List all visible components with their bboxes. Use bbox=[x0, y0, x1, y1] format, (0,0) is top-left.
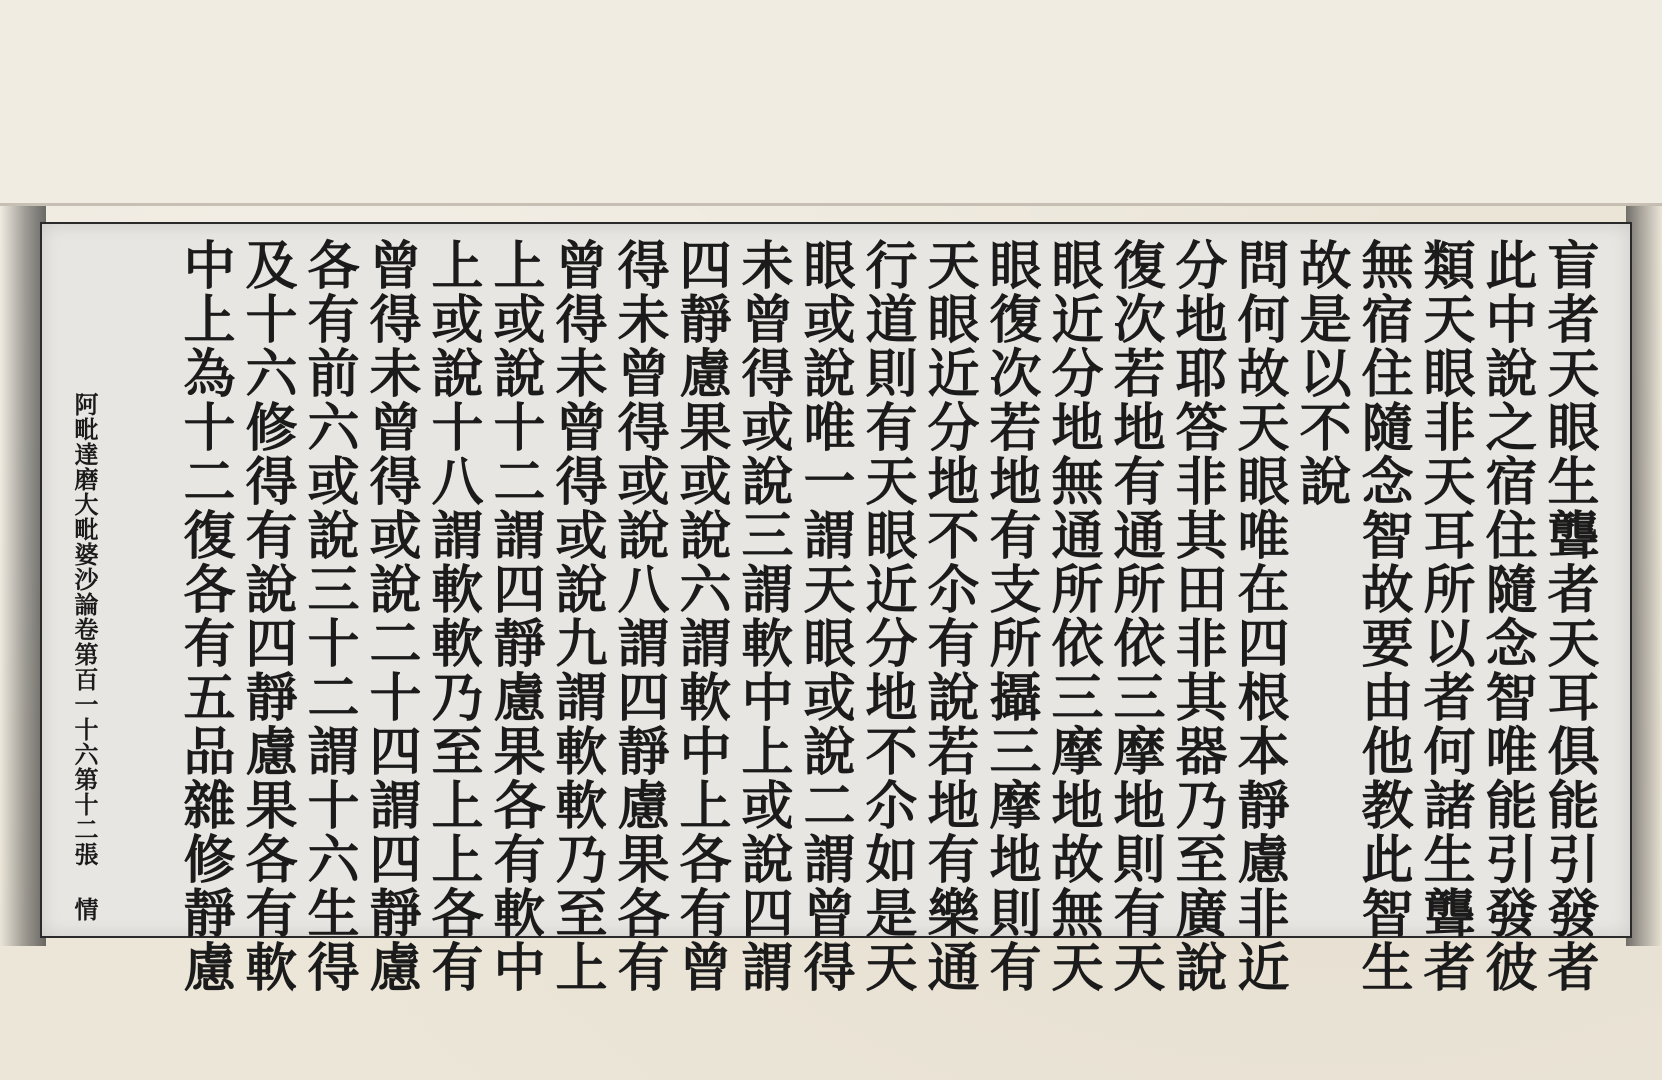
text-column: 此中說之宿住隨念智唯能引發彼 bbox=[1476, 238, 1537, 994]
text-column: 上或說十八謂軟軟乃至上上各有 bbox=[422, 238, 483, 994]
text-column: 上或說十二謂四靜慮果各有軟中 bbox=[484, 238, 545, 994]
block-footer-label: 阿毗達磨大毗婆沙論卷第百一十六第十二張 情 bbox=[70, 392, 99, 922]
text-column: 無宿住隨念智故要由他教此智生 bbox=[1352, 238, 1413, 994]
text-column: 四靜慮果或說六謂軟中上各有曾 bbox=[670, 238, 731, 994]
text-column: 類天眼非天耳所以者何諸生聾者 bbox=[1414, 238, 1475, 994]
text-column: 故是以不說 bbox=[1290, 238, 1351, 508]
text-column: 眼近分地無通所依三摩地故無天 bbox=[1042, 238, 1103, 994]
upper-blank-sheet bbox=[0, 0, 1662, 205]
text-column: 及十六修得有說四靜慮果各有軟 bbox=[236, 238, 297, 994]
text-column: 天眼近分地不尒有說若地有樂通 bbox=[918, 238, 979, 994]
text-column: 分地耶答非其田非其器乃至廣說 bbox=[1166, 238, 1227, 994]
text-column: 眼或說唯一謂天眼或說二謂曾得 bbox=[794, 238, 855, 994]
text-column: 行道則有天眼近分地不尒如是天 bbox=[856, 238, 917, 994]
text-area bbox=[100, 230, 1600, 994]
text-column: 曾得未曾得或說九謂軟軟乃至上 bbox=[546, 238, 607, 994]
text-column: 得未曾得或說八謂四靜慮果各有 bbox=[608, 238, 669, 994]
text-column: 曾得未曾得或說二十四謂四靜慮 bbox=[360, 238, 421, 994]
text-column: 眼復次若地有支所攝三摩地則有 bbox=[980, 238, 1041, 994]
sheet-edge bbox=[0, 203, 1662, 206]
text-column: 盲者天眼生聾者天耳俱能引發者 bbox=[1538, 238, 1599, 994]
text-column: 未曾得或說三謂軟中上或說四謂 bbox=[732, 238, 793, 994]
text-column: 各有前六或說三十二謂十六生得 bbox=[298, 238, 359, 994]
text-column: 復次若地有通所依三摩地則有天 bbox=[1104, 238, 1165, 994]
text-column: 中上為十二復各有五品雜修靜慮 bbox=[174, 238, 235, 994]
text-column: 問何故天眼唯在四根本靜慮非近 bbox=[1228, 238, 1289, 994]
